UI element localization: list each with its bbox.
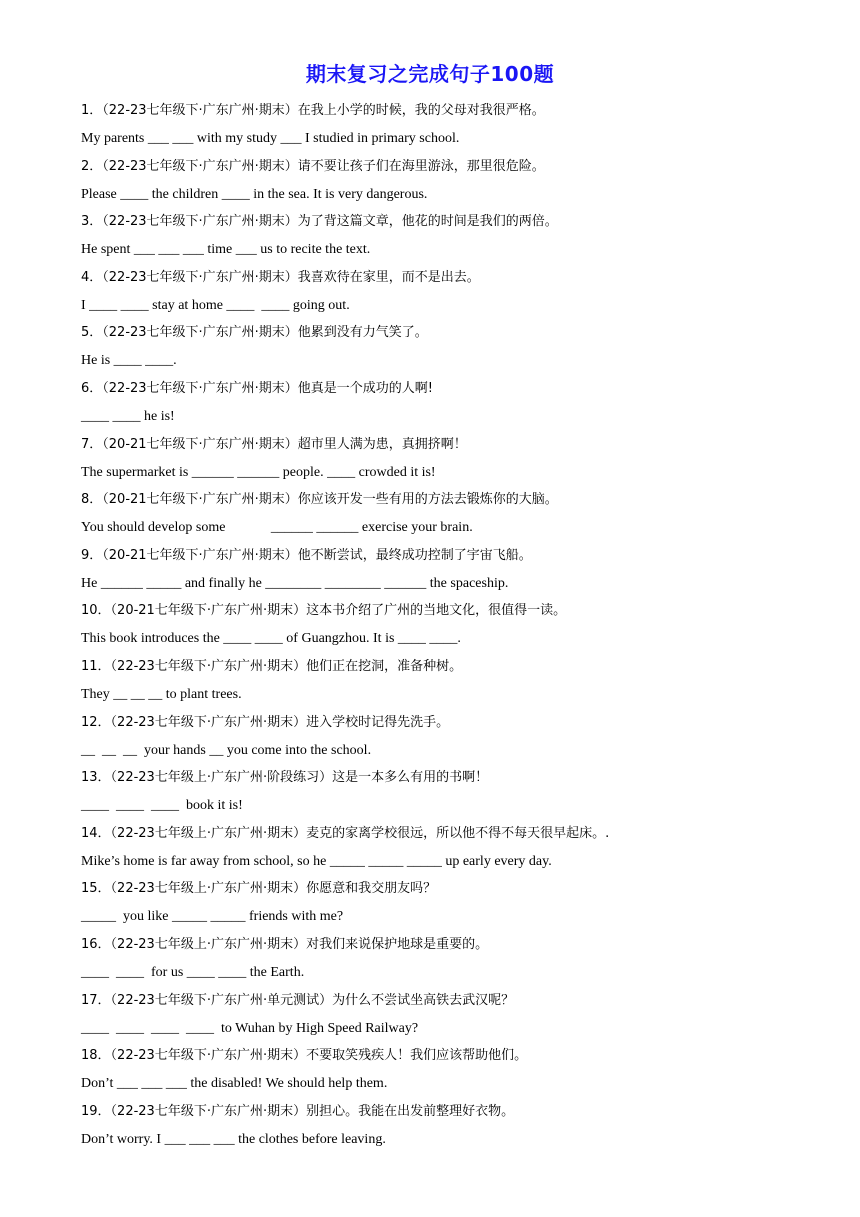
question-answer-line: _____ you like _____ _____ friends with me? xyxy=(81,909,344,925)
question-item xyxy=(81,157,781,205)
question-prompt: 10．（20-21七年级下·广东广州·期末）这本书介绍了广州的当地文化，很值得一读。 xyxy=(81,603,567,619)
question-answer-line: Please ____ the children ____ in the sea. It is very dangerous. xyxy=(81,186,428,202)
question-prompt: 4．（22-23七年级下·广东广州·期末）我喜欢待在家里，而不是出去。 xyxy=(81,269,480,285)
question-answer-line: He ______ _____ and finally he ________ ________ ______ the spaceship. xyxy=(81,575,509,591)
question-item xyxy=(81,601,781,649)
page-title: 期末复习之完成句子100题 xyxy=(305,62,555,86)
question-prompt: 2．（22-23七年级下·广东广州·期末）请不要让孩子们在海里游泳，那里很危险。 xyxy=(81,158,545,174)
question-answer-line: Don’t worry. I ___ ___ ___ the clothes before leaving. xyxy=(81,1131,386,1147)
question-item xyxy=(81,1102,781,1150)
question-answer-line: I ____ ____ stay at home ____ ____ going out. xyxy=(81,297,350,313)
question-item xyxy=(81,268,781,316)
question-prompt: 17．（22-23七年级下·广东广州·单元测试）为什么不尝试坐高铁去武汉呢？ xyxy=(81,992,515,1008)
question-answer-line: He is ____ ____. xyxy=(81,353,177,369)
question-answer-line: My parents ___ ___ with my study ___ I studied in primary school. xyxy=(81,131,460,146)
question-prompt: 11．（22-23七年级下·广东广州·期末）他们正在挖洞，准备种树。 xyxy=(81,658,463,674)
question-item xyxy=(81,1046,781,1094)
question-item xyxy=(81,323,781,371)
question-answer-line: Mike’s home is far away from school, so he _____ _____ _____ up early every day. xyxy=(81,853,552,869)
question-answer-line: ____ ____ he is! xyxy=(81,408,175,424)
question-answer-line: ____ ____ ____ ____ to Wuhan by High Speed Railway? xyxy=(81,1020,419,1036)
question-item xyxy=(81,546,781,594)
question-item xyxy=(81,657,781,705)
question-item xyxy=(81,101,781,149)
question-list xyxy=(81,101,781,1157)
question-item xyxy=(81,879,781,927)
question-prompt: 6．（22-23七年级下·广东广州·期末）他真是一个成功的人啊! xyxy=(81,380,434,396)
question-answer-line: He spent ___ ___ ___ time ___ us to recite the text. xyxy=(81,242,371,258)
question-item xyxy=(81,768,781,816)
question-prompt: 16．（22-23七年级上·广东广州·期末）对我们来说保护地球是重要的。 xyxy=(81,936,489,952)
question-item xyxy=(81,435,781,483)
question-item xyxy=(81,713,781,761)
question-prompt: 13．（22-23七年级上·广东广州·阶段练习）这是一本多么有用的书啊！ xyxy=(81,770,489,786)
question-answer-line: They __ __ __ to plant trees. xyxy=(81,686,242,702)
question-prompt: 19．（22-23七年级下·广东广州·期末）别担心。我能在出发前整理好衣物。 xyxy=(81,1103,515,1119)
question-prompt: 9．（20-21七年级下·广东广州·期末）他不断尝试，最终成功控制了宇宙飞船。 xyxy=(81,547,532,563)
question-answer-line: ____ ____ for us ____ ____ the Earth. xyxy=(81,964,305,980)
question-answer-line: Don’t ___ ___ ___ the disabled! We should help them. xyxy=(81,1076,388,1092)
question-prompt: 5．（22-23七年级下·广东广州·期末）他累到没有力气笑了。 xyxy=(81,325,428,341)
question-prompt: 3．（22-23七年级下·广东广州·期末）为了背这篇文章，他花的时间是我们的两倍。 xyxy=(81,214,558,230)
question-prompt: 12．（22-23七年级下·广东广州·期末）进入学校时记得先洗手。 xyxy=(81,714,450,730)
question-item xyxy=(81,935,781,983)
question-answer-line: You should develop some ______ ______ exercise your brain. xyxy=(81,520,473,536)
question-answer-line: __ __ __ your hands __ you come into the school. xyxy=(81,742,372,758)
question-item xyxy=(81,212,781,260)
question-answer-line: ____ ____ ____ book it is! xyxy=(81,798,243,814)
question-item xyxy=(81,490,781,538)
question-item xyxy=(81,991,781,1039)
question-prompt: 18．（22-23七年级下·广东广州·期末）不要取笑残疾人！我们应该帮助他们。 xyxy=(81,1048,528,1064)
question-item xyxy=(81,824,781,872)
question-prompt: 14．（22-23七年级上·广东广州·期末）麦克的家离学校很远，所以他不得不每天很早起床。. xyxy=(81,825,610,841)
question-answer-line: This book introduces the ____ ____ of Guangzhou. It is ____ ____. xyxy=(81,631,461,647)
question-item xyxy=(81,379,781,427)
question-prompt: 15．（22-23七年级上·广东广州·期末）你愿意和我交朋友吗？ xyxy=(81,881,437,897)
question-prompt: 7．（20-21七年级下·广东广州·期末）超市里人满为患，真拥挤啊！ xyxy=(81,436,467,452)
question-answer-line: The supermarket is ______ ______ people. ____ crowded it is! xyxy=(81,464,436,480)
question-prompt: 8．（20-21七年级下·广东广州·期末）你应该开发一些有用的方法去锻炼你的大脑。 xyxy=(81,492,558,508)
question-prompt: 1．（22-23七年级下·广东广州·期末）在我上小学的时候，我的父母对我很严格。 xyxy=(81,103,545,118)
